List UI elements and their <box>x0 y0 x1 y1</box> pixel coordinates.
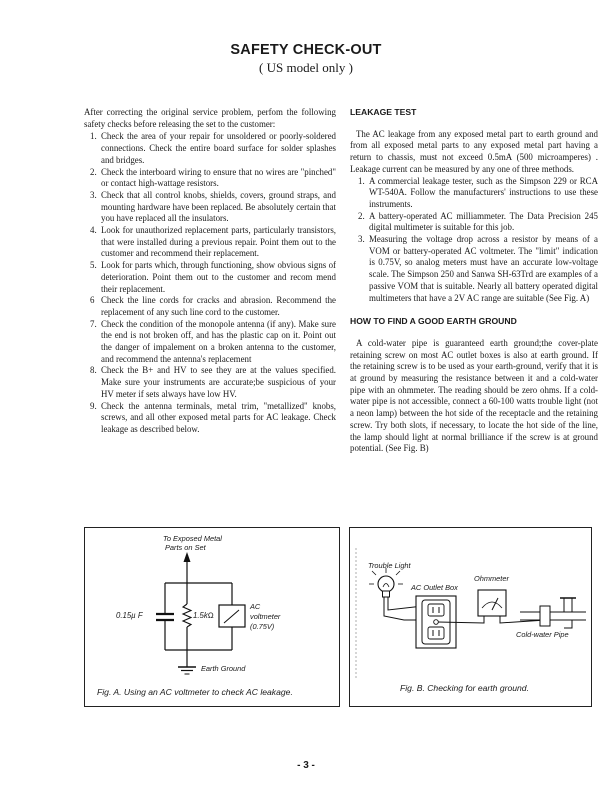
list-item <box>84 131 336 166</box>
list-item <box>84 319 336 366</box>
step-number: 1. <box>90 131 97 142</box>
left-column <box>84 107 336 436</box>
method-number: 1. <box>358 175 365 186</box>
earth-ground-paragraph: A cold-water pipe is guaranteed earth ground;the cover-plate retaining screw on most AC outlet boxes is also at earth ground. If the retaining screw is to be used as your earth-ground, verify that it is at ground by measuring the resistance between it and a cold-water pipe with an ohmmeter. The reading should be zero ohms. If a cold-water pipe is not accessible, connect a 60-100 watts trouble light (not a neon lamp) between the hot side of the receptacle and the retaining screw. Try both slots, if necessary, to locate the hot side of the line, the lamp should light at normal brilliance if the screw is at ground potential. (See Fig. B) <box>350 337 598 454</box>
intro-paragraph: After correcting the original service problem, perfom the following safety checks before releasing the set to the customer: <box>84 107 336 129</box>
step-number: 8. <box>90 365 97 376</box>
pipe-fitting <box>540 606 550 626</box>
right-column <box>350 107 598 455</box>
figure-b-caption: Fig. B. Checking for earth ground. <box>400 683 529 693</box>
bulb-base <box>383 591 390 597</box>
step-number: 2. <box>90 166 97 177</box>
list-item <box>84 167 336 190</box>
step-number: 3. <box>90 189 97 200</box>
method-number: 3. <box>358 234 365 245</box>
list-item <box>350 234 598 304</box>
label-ac-outlet-box: AC Outlet Box <box>411 583 458 592</box>
figure-b <box>349 527 592 707</box>
leakage-intro-paragraph: The AC leakage from any exposed metal part to earth ground and from all exposed metal parts to any exposed metal part having a return to chassis, must not exceed 0.5mA (500 microamperes) . Leakage current can be measured by any one of three methods. <box>350 128 598 174</box>
step-text: Check the condition of the monopole antenna (if any). Make sure the end is not broken off, and has the plastic cap on it. Point out the danger of impalement on a broken antenna to the customer, and recommend the antenna's replacement <box>101 318 336 364</box>
step-number: 5. <box>90 260 97 271</box>
ohmmeter-icon <box>478 590 506 616</box>
label-cold-water-pipe: Cold-water Pipe <box>516 630 569 639</box>
page-subtitle: ( US model only ) <box>259 60 353 75</box>
step-text: Look for unauthorized replacement parts, particularly transistors, that were installed during a previous repair. Point them out to the customer and recommend their replacement. <box>101 225 336 259</box>
list-item <box>84 365 336 400</box>
list-item <box>84 260 336 295</box>
earth-ground-heading: HOW TO FIND A GOOD EARTH GROUND <box>350 316 517 327</box>
faucet-icon <box>564 598 572 612</box>
step-number: 7. <box>90 318 97 329</box>
label-trouble-light: Trouble Light <box>368 561 411 570</box>
outlet-receptacle-icon <box>428 604 444 616</box>
list-item <box>84 295 336 318</box>
resistor-symbol <box>183 604 191 627</box>
label-exposed-metal: To Exposed Metal <box>163 534 222 543</box>
light-bulb-icon <box>378 576 394 592</box>
method-text: A commercial leakage tester, such as the Simpson 229 or RCA WT-540A. Follow the manufacturers' instructions to use these instruments. <box>369 175 598 209</box>
list-item <box>350 176 598 211</box>
page-title: SAFETY CHECK-OUT <box>230 42 382 58</box>
method-text: Measuring the voltage drop across a resistor by means of a VOM or battery-operated AC voltmeter. The "limit" indication is 0.75V, so analog meters must have an accurate low-voltage scale. The Simpson 250 and Sanwa SH-63Trd are examples of a passive VOM that is suitable. Nearly all battery operated digital multimeters that have a 2V AC range are suitable (See Fig. A) <box>369 234 598 303</box>
step-text: Check the interboard wiring to ensure that no wires are "pinched" or contact high-wattage resistors. <box>101 166 336 189</box>
label-capacitor-value: 0.15µ F <box>116 611 143 620</box>
figure-a <box>84 527 340 707</box>
outlet-receptacle-icon <box>428 627 444 639</box>
label-ohmmeter: Ohmmeter <box>474 574 509 583</box>
step-text: Check the B+ and HV to see they are at the values specified. Make sure your instruments are accurate;be suspicious of your HV meter if sets always have low HV. <box>101 365 336 399</box>
label-parts-on-set: Parts on Set <box>165 543 206 552</box>
list-item <box>350 211 598 234</box>
earth-ground-diagram <box>350 528 591 706</box>
step-number: 9. <box>90 400 97 411</box>
step-text: Look for parts which, through functioning, show obvious signs of deterioration. Point them out to the customer and recom mend their replacement. <box>101 260 336 294</box>
label-earth-ground: Earth Ground <box>201 664 246 673</box>
step-text: Check the antenna terminals, metal trim, "metallized" knobs, screws, and all other exposed metal parts for AC leakage. Check leakage as described below. <box>101 400 336 434</box>
faucet-spout <box>564 620 572 628</box>
light-ray <box>396 571 400 575</box>
leakage-test-heading: LEAKAGE TEST <box>350 107 417 117</box>
arrow-up-icon <box>184 552 191 562</box>
label-meter-range: (0.75V) <box>250 622 275 631</box>
retaining-screw-icon <box>434 620 439 625</box>
step-text: Check the line cords for cracks and abrasion. Recommend the replacement of any such line cord to the customer. <box>101 295 336 317</box>
list-item <box>84 225 336 260</box>
figure-a-caption: Fig. A. Using an AC voltmeter to check AC leakage. <box>97 687 293 697</box>
safety-steps-list <box>84 131 336 435</box>
label-meter-ac: AC <box>250 602 261 611</box>
list-item <box>84 190 336 225</box>
method-text: A battery-operated AC milliammeter. The Data Precision 245 digital multimeter is suitable for this job. <box>369 210 598 233</box>
leakage-methods-list <box>350 176 598 305</box>
label-meter-voltmeter: voltmeter <box>250 612 281 621</box>
list-item <box>84 401 336 436</box>
step-number: 6 <box>90 295 95 306</box>
method-number: 2. <box>358 210 365 221</box>
step-text: Check the area of your repair for unsoldered or poorly-soldered connections. Check the entire board surface for solder splashes and bridges. <box>101 131 336 165</box>
step-text: Check that all control knobs, shields, covers, ground straps, and mounting hardware have been replaced. Be absolutely certain that you have replaced all the insulators. <box>101 189 336 224</box>
label-resistor-value: 1.5kΩ <box>193 611 214 620</box>
light-ray <box>372 571 376 575</box>
step-number: 4. <box>90 225 97 236</box>
page-number: - 3 - <box>297 760 315 771</box>
